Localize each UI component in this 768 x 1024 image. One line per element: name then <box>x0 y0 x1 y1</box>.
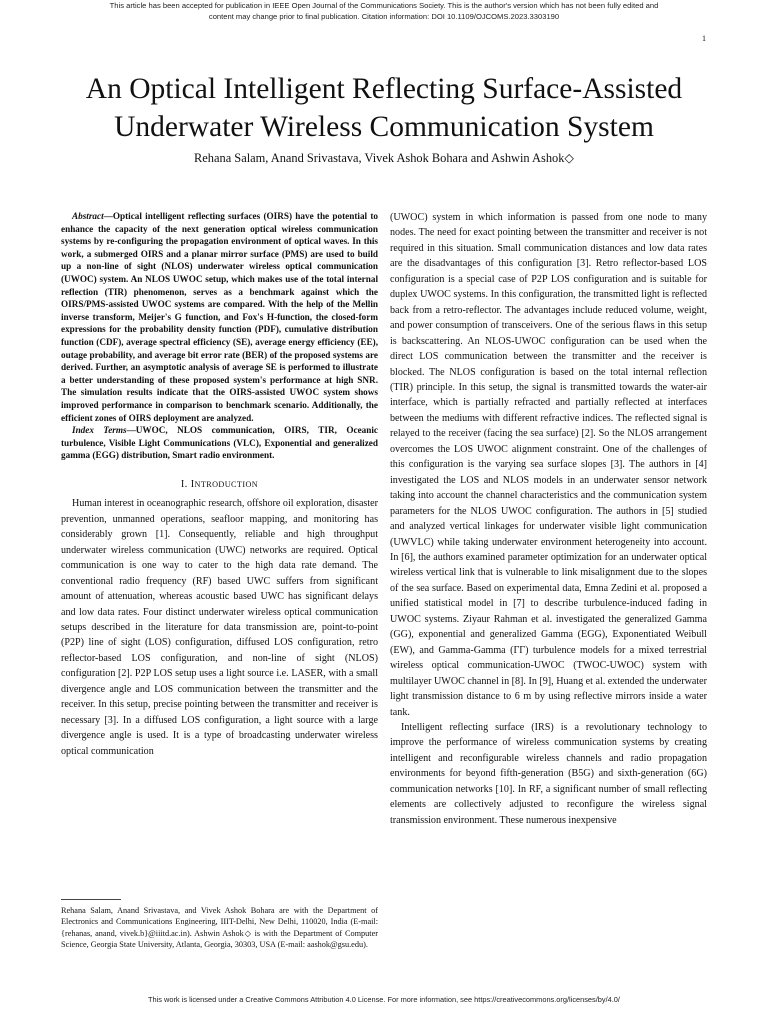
section-heading <box>61 477 378 492</box>
abstract-text: —Optical intelligent reflecting surfaces (OIRS) have the potential to enhance the capacity of the next generation optical wireless communication systems by re-configuring the propagation environment of optical waves. In this work, a submerged OIRS and a planar mirror surface (PMS) are used to build up a non-line of sight (NLOS) underwater wireless optical communication (UWOC) system. An NLOS UWOC setup, which makes use of the total internal reflection (TIR) phenomenon, serves as a benchmark against which the OIRS/PMS-assisted UWOC systems are compared. With the help of the Mellin inverse transform, Meijer's G function, and Fox's H-function, the closed-form expressions for the probability density function (PDF), cumulative distribution function (CDF), average spectral efficiency (SE), average energy efficiency (EE), outage probability, and average bit error rate (BER) of the proposed systems are derived. Further, an asymptotic analysis of average SE is performed to illustrate a better understanding of these proposed system's performance at high SNR. The simulation results indicate that the OIRS-assisted UWOC system shows improved performance in comparison to benchmark scenario. Additionally, the efficient zones of OIRS deployment are analyzed. <box>61 211 378 423</box>
abstract-label: Abstract <box>72 211 104 221</box>
intro-paragraph-continued: (UWOC) system in which information is passed from one node to many nodes. The need for exact pointing between the transmitter and receiver is not required in this situation. Small communication distances and low data rates are the disadvantages of this configuration [3]. Retro reflector-based LOS configuration is a special case of P2P LOS configuration and is suitable for duplex UWOC systems. In this configuration, the transmitted light is reflected back from a retro-reflector. The advantages include reduced volume, weight, and power consumption of transceivers. One of the serious flaws in this setup is backscattering. An NLOS-UWOC configuration can be used when the direct LOS communication between the transmitter and the receiver is blocked. The NLOS configuration is based on the total internal reflection (TIR) principle. In this setup, the signal is transmitted towards the water-air interface, which is partially refracted and partially reflected at interfaces between the mediums with different refractive indices. The reflected signal is relayed to the receiver (facing the sea surface) [2]. So the NLOS arrangement overcomes the LOS UWOC alignment constraint. One of the challenges of this configuration is the varying sea surface slopes [3]. The authors in [4] investigated the LOS and NLOS models in an underwater sensor network taking into account the channel characteristics and the communication system parameters for the NLOS UWOC configuration. The authors in [5] studied and analyzed vertical linkages for underwater visible light communication (UWVLC) while taking underwater environment heterogeneity into account. In [6], the authors examined parameter optimization for an underwater optical wireless vertical link that is vulnerable to link misalignment due to the slopes of the sea surface. Based on experimental data, Emna Zedini et al. proposed a unified statistical model in [7] to describe turbulence-induced fading in UWOC systems. Ziyaur Rahman et al. investigated the generalized Gamma (GG), exponential and generalized Gamma (EGG), Exponentiated Weibull (EW), and Gamma-Gamma (ΓΓ) turbulence models for a mixed terrestrial wireless optical communication-UWOC (TWOC-UWOC) system with multilayer UWOC channel in [8]. In [9], Huang et al. extended the underwater light transmission distance to 6 m by using reflective mirrors inside a water tank. <box>390 212 707 718</box>
index-terms-label: Index Terms <box>72 425 127 436</box>
author-affiliation-footnote: Rehana Salam, Anand Srivastava, and Vivek Ashok Bohara are with the Department of Electronics and Communications Engineering, IIIT-Delhi, New Delhi, 110020, India (E-mail: {rehanas, anand, vivek.b}@iiitd.ac.in). Ashwin Ashok◇ is with the Department of Computer Science, Georgia State University, Atlanta, Georgia, 30303, USA (E-mail: aashok@gsu.edu). <box>61 906 378 949</box>
footnote-divider <box>61 899 121 900</box>
intro-paragraph-1: Human interest in oceanographic research, offshore oil exploration, disaster prevention, unmanned operations, seafloor mapping, and monitoring has considerably grown [1]. Consequently, reliable and high throughput underwater wireless communication (UWC) networks are required. Optical communication is one way to cater to the high data rate demand. The conventional radio frequency (RF) based UWC suffers from significant amount of attenuation, whereas acoustic based UWC has significant delays and low data rates. Four distinct underwater wireless optical communication setups described in the literature for data transmission are, point-to-point (P2P) line of sight (LOS) configuration, diffused LOS configuration, retro reflector-based LOS configuration, and non-line of sight (NLOS) configuration [2]. P2P LOS setup uses a light source i.e. LASER, with a small divergence angle and LOS communication between the transmitter and the receiver. In this setup, precise pointing between the transmitter and receiver is necessary [3]. In a diffused LOS configuration, a light source with a large divergence angle is used. It is a type of broadcasting underwater wireless optical communication <box>61 498 378 757</box>
index-terms-text: —UWOC, NLOS communication, OIRS, TIR, Oceanic turbulence, Visible Light Communications (VLC), Exponential and generalized gamma (EGG) distribution, Smart radio environment. <box>61 425 378 461</box>
right-column <box>390 210 707 828</box>
index-terms <box>61 424 378 462</box>
left-column <box>61 210 378 759</box>
author-list: Rehana Salam, Anand Srivastava, Vivek Ashok Bohara and Ashwin Ashok◇ <box>194 151 574 165</box>
license-footer: This work is licensed under a Creative Commons Attribution 4.0 License. For more information, see https://creativecommons.org/licenses/by/4.0/ <box>148 995 620 1004</box>
abstract <box>61 210 378 424</box>
publication-notice-line1: This article has been accepted for publication in IEEE Open Journal of the Communications Society. This is the author's version which has not been fully edited and <box>109 1 659 10</box>
section-title-rest: NTRODUCTION <box>194 479 259 489</box>
section-number: I. <box>180 478 188 490</box>
section-title-initial: I <box>190 478 195 490</box>
intro-paragraph-irs: Intelligent reflecting surface (IRS) is a revolutionary technology to improve the performance of wireless communication systems by creating intelligent and reconfigurable wireless channels and radio propagation environments for beyond fifth-generation (B5G) and sixth-generation (6G) communication networks [10]. In RF, a significant number of small reflecting elements are collectively adjusted to reconfigure the wireless signal transmission environment. These numerous inexpensive <box>390 721 707 826</box>
page-number: 1 <box>702 34 706 43</box>
publication-notice-line2: content may change prior to final publication. Citation information: DOI 10.1109/OJCOMS.2023.3303190 <box>208 12 560 21</box>
paper-title <box>40 70 728 146</box>
publication-notice <box>0 0 768 22</box>
paper-title-line2: Underwater Wireless Communication System <box>114 111 654 143</box>
paper-title-line1: An Optical Intelligent Reflecting Surface-Assisted <box>85 73 683 105</box>
